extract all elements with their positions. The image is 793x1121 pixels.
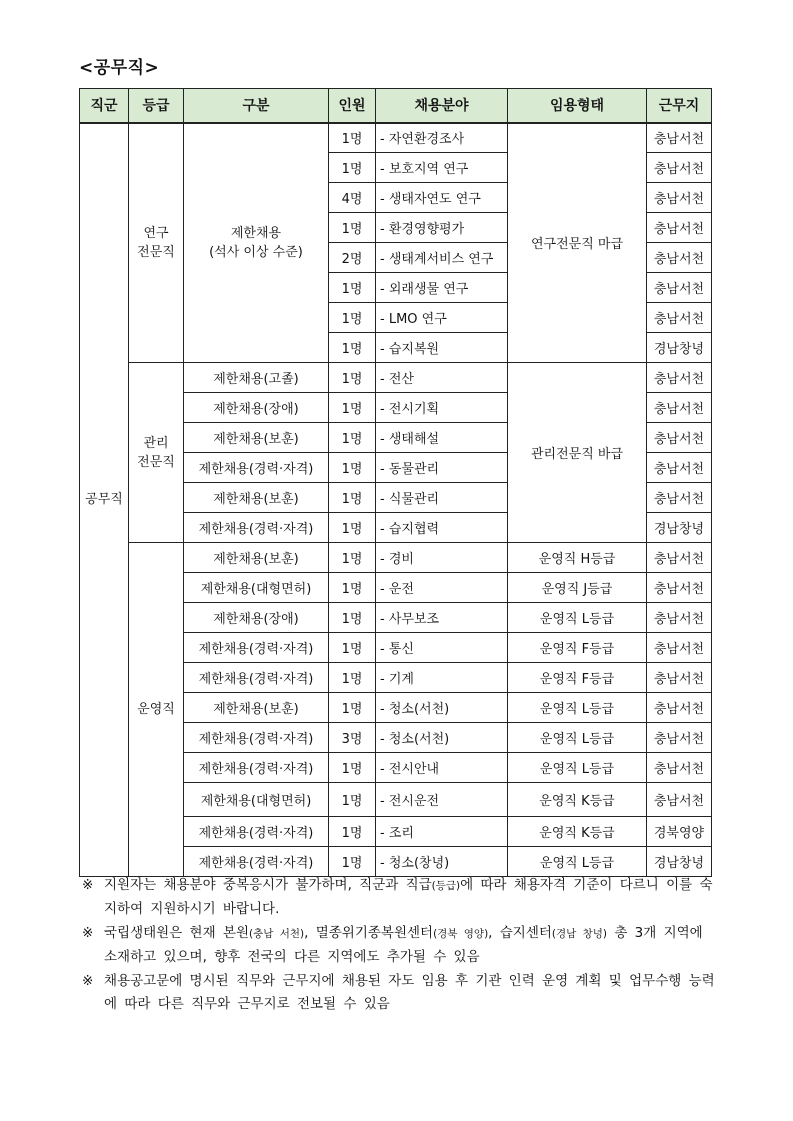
- count-cell: 1명: [329, 213, 376, 243]
- header-grade: 등급: [129, 89, 184, 123]
- count-cell: 1명: [329, 783, 376, 817]
- note-1-part: 에 따라 채용자격 기준이 다르니 이를 숙지하여 지원하시기 바랍니다.: [104, 877, 713, 917]
- note-2: [82, 922, 722, 969]
- recruitment-table: [79, 88, 712, 877]
- field-cell: - 운전: [376, 573, 508, 603]
- grade-management-line2: 전문직: [137, 454, 175, 470]
- division-cell: 제한채용(보훈): [184, 423, 329, 453]
- note-2-small: (충남 서천): [249, 928, 305, 940]
- table-row: [80, 543, 712, 573]
- field-cell: - 전시기획: [376, 393, 508, 423]
- grade-research-line2: 전문직: [137, 244, 175, 260]
- research-appointment-cell: 연구전문직 마급: [508, 123, 647, 363]
- division-cell: 제한채용(경력·자격): [184, 633, 329, 663]
- field-cell: - 청소(서천): [376, 693, 508, 723]
- appointment-cell: 운영직 F등급: [508, 663, 647, 693]
- table-header-row: [80, 89, 712, 123]
- count-cell: 1명: [329, 453, 376, 483]
- grade-research-cell: [129, 123, 184, 363]
- location-cell: 충남서천: [647, 543, 712, 573]
- note-1: [82, 874, 722, 921]
- header-field: 채용분야: [376, 89, 508, 123]
- location-cell: 경남창녕: [647, 513, 712, 543]
- field-cell: - 기계: [376, 663, 508, 693]
- appointment-cell: 운영직 L등급: [508, 753, 647, 783]
- division-cell: 제한채용(경력·자격): [184, 817, 329, 847]
- count-cell: 1명: [329, 693, 376, 723]
- location-cell: 충남서천: [647, 573, 712, 603]
- field-cell: - 통신: [376, 633, 508, 663]
- appointment-cell: 운영직 K등급: [508, 783, 647, 817]
- division-cell: 제한채용(경력·자격): [184, 723, 329, 753]
- count-cell: 1명: [329, 543, 376, 573]
- location-cell: 충남서천: [647, 633, 712, 663]
- count-cell: 1명: [329, 393, 376, 423]
- location-cell: 충남서천: [647, 693, 712, 723]
- division-cell: 제한채용(경력·자격): [184, 663, 329, 693]
- field-cell: - 전시안내: [376, 753, 508, 783]
- location-cell: 충남서천: [647, 183, 712, 213]
- location-cell: 충남서천: [647, 123, 712, 153]
- count-cell: 1명: [329, 817, 376, 847]
- field-cell: - 자연환경조사: [376, 123, 508, 153]
- count-cell: 1명: [329, 303, 376, 333]
- note-2-part: , 습지센터: [488, 925, 552, 941]
- division-cell: 제한채용(대형면허): [184, 573, 329, 603]
- location-cell: 경남창녕: [647, 333, 712, 363]
- location-cell: 충남서천: [647, 723, 712, 753]
- note-1-text: [104, 874, 722, 921]
- count-cell: 2명: [329, 243, 376, 273]
- job-group-cell: 공무직: [80, 123, 129, 877]
- count-cell: 1명: [329, 847, 376, 877]
- field-cell: - 외래생물 연구: [376, 273, 508, 303]
- header-job-group: 직군: [80, 89, 129, 123]
- count-cell: 1명: [329, 333, 376, 363]
- count-cell: 4명: [329, 183, 376, 213]
- division-cell: 제한채용(경력·자격): [184, 453, 329, 483]
- location-cell: 충남서천: [647, 213, 712, 243]
- field-cell: - 청소(창녕): [376, 847, 508, 877]
- appointment-cell: 운영직 K등급: [508, 817, 647, 847]
- field-cell: - 조리: [376, 817, 508, 847]
- division-cell: 제한채용(보훈): [184, 483, 329, 513]
- research-division-line2: (석사 이상 수준): [209, 244, 303, 260]
- table-row: [80, 363, 712, 393]
- note-2-part: 국립생태원은 현재 본원: [104, 925, 249, 941]
- field-cell: - 생태해설: [376, 423, 508, 453]
- location-cell: 경남창녕: [647, 847, 712, 877]
- appointment-cell: 운영직 L등급: [508, 847, 647, 877]
- count-cell: 1명: [329, 483, 376, 513]
- field-cell: - 습지복원: [376, 333, 508, 363]
- division-cell: 제한채용(대형면허): [184, 783, 329, 817]
- location-cell: 충남서천: [647, 453, 712, 483]
- field-cell: - 생태계서비스 연구: [376, 243, 508, 273]
- field-cell: - 청소(서천): [376, 723, 508, 753]
- note-3: [82, 970, 722, 1016]
- field-cell: - 경비: [376, 543, 508, 573]
- field-cell: - 보호지역 연구: [376, 153, 508, 183]
- note-2-part: , 멸종위기종복원센터: [304, 925, 434, 941]
- grade-management-cell: [129, 363, 184, 543]
- appointment-cell: 운영직 L등급: [508, 603, 647, 633]
- count-cell: 1명: [329, 573, 376, 603]
- division-cell: 제한채용(경력·자격): [184, 513, 329, 543]
- location-cell: 충남서천: [647, 663, 712, 693]
- management-appointment-cell: 관리전문직 바급: [508, 363, 647, 543]
- research-division-cell: [184, 123, 329, 363]
- location-cell: 충남서천: [647, 483, 712, 513]
- count-cell: 1명: [329, 603, 376, 633]
- header-division: 구분: [184, 89, 329, 123]
- appointment-cell: 운영직 H등급: [508, 543, 647, 573]
- appointment-cell: 운영직 F등급: [508, 633, 647, 663]
- location-cell: 충남서천: [647, 243, 712, 273]
- research-division-line1: 제한채용: [230, 225, 282, 241]
- note-2-text: [104, 922, 722, 969]
- location-cell: 충남서천: [647, 603, 712, 633]
- appointment-cell: 운영직 L등급: [508, 723, 647, 753]
- note-mark: ※: [82, 925, 94, 941]
- header-count: 인원: [329, 89, 376, 123]
- location-cell: 충남서천: [647, 753, 712, 783]
- header-appointment: 임용형태: [508, 89, 647, 123]
- division-cell: 제한채용(보훈): [184, 693, 329, 723]
- location-cell: 충남서천: [647, 423, 712, 453]
- count-cell: 3명: [329, 723, 376, 753]
- location-cell: 충남서천: [647, 363, 712, 393]
- header-location: 근무지: [647, 89, 712, 123]
- count-cell: 1명: [329, 153, 376, 183]
- appointment-cell: 운영직 J등급: [508, 573, 647, 603]
- division-cell: 제한채용(장애): [184, 393, 329, 423]
- note-mark: ※: [82, 877, 94, 893]
- count-cell: 1명: [329, 423, 376, 453]
- field-cell: - 사무보조: [376, 603, 508, 633]
- note-1-part: 지원자는 채용분야 중복응시가 불가하며, 직군과 직급: [104, 877, 432, 893]
- location-cell: 충남서천: [647, 783, 712, 817]
- location-cell: 충남서천: [647, 393, 712, 423]
- note-2-small: (경북 영양): [433, 928, 489, 940]
- appointment-cell: 운영직 L등급: [508, 693, 647, 723]
- grade-research-line1: 연구: [143, 225, 169, 241]
- location-cell: 충남서천: [647, 153, 712, 183]
- field-cell: - 습지협력: [376, 513, 508, 543]
- field-cell: - 환경영향평가: [376, 213, 508, 243]
- section-title: <공무직>: [79, 58, 160, 78]
- field-cell: - 동물관리: [376, 453, 508, 483]
- note-1-small: (등급): [431, 880, 461, 892]
- count-cell: 1명: [329, 123, 376, 153]
- table-row: [80, 123, 712, 153]
- count-cell: 1명: [329, 363, 376, 393]
- grade-operations-cell: 운영직: [129, 543, 184, 877]
- note-3-text: 채용공고문에 명시된 직무와 근무지에 채용된 자도 임용 후 기관 인력 운영 계획 및 업무수행 능력에 따라 다른 직무와 근무지로 전보될 수 있음: [104, 973, 715, 1012]
- division-cell: 제한채용(경력·자격): [184, 753, 329, 783]
- field-cell: - 전산: [376, 363, 508, 393]
- location-cell: 경북영양: [647, 817, 712, 847]
- field-cell: - LMO 연구: [376, 303, 508, 333]
- note-mark: ※: [82, 973, 94, 989]
- count-cell: 1명: [329, 753, 376, 783]
- count-cell: 1명: [329, 633, 376, 663]
- grade-management-line1: 관리: [143, 435, 169, 451]
- count-cell: 1명: [329, 513, 376, 543]
- division-cell: 제한채용(장애): [184, 603, 329, 633]
- field-cell: - 생태자연도 연구: [376, 183, 508, 213]
- notes-section: [82, 874, 722, 1017]
- location-cell: 충남서천: [647, 303, 712, 333]
- note-2-small: (경남 창녕): [551, 928, 608, 940]
- division-cell: 제한채용(경력·자격): [184, 847, 329, 877]
- count-cell: 1명: [329, 273, 376, 303]
- division-cell: 제한채용(고졸): [184, 363, 329, 393]
- field-cell: - 식물관리: [376, 483, 508, 513]
- location-cell: 충남서천: [647, 273, 712, 303]
- count-cell: 1명: [329, 663, 376, 693]
- field-cell: - 전시운전: [376, 783, 508, 817]
- division-cell: 제한채용(보훈): [184, 543, 329, 573]
- note-2-part: 총 3개 지역에 소재하고 있으며, 향후 전국의 다른 지역에도 추가될 수 있음: [104, 925, 703, 965]
